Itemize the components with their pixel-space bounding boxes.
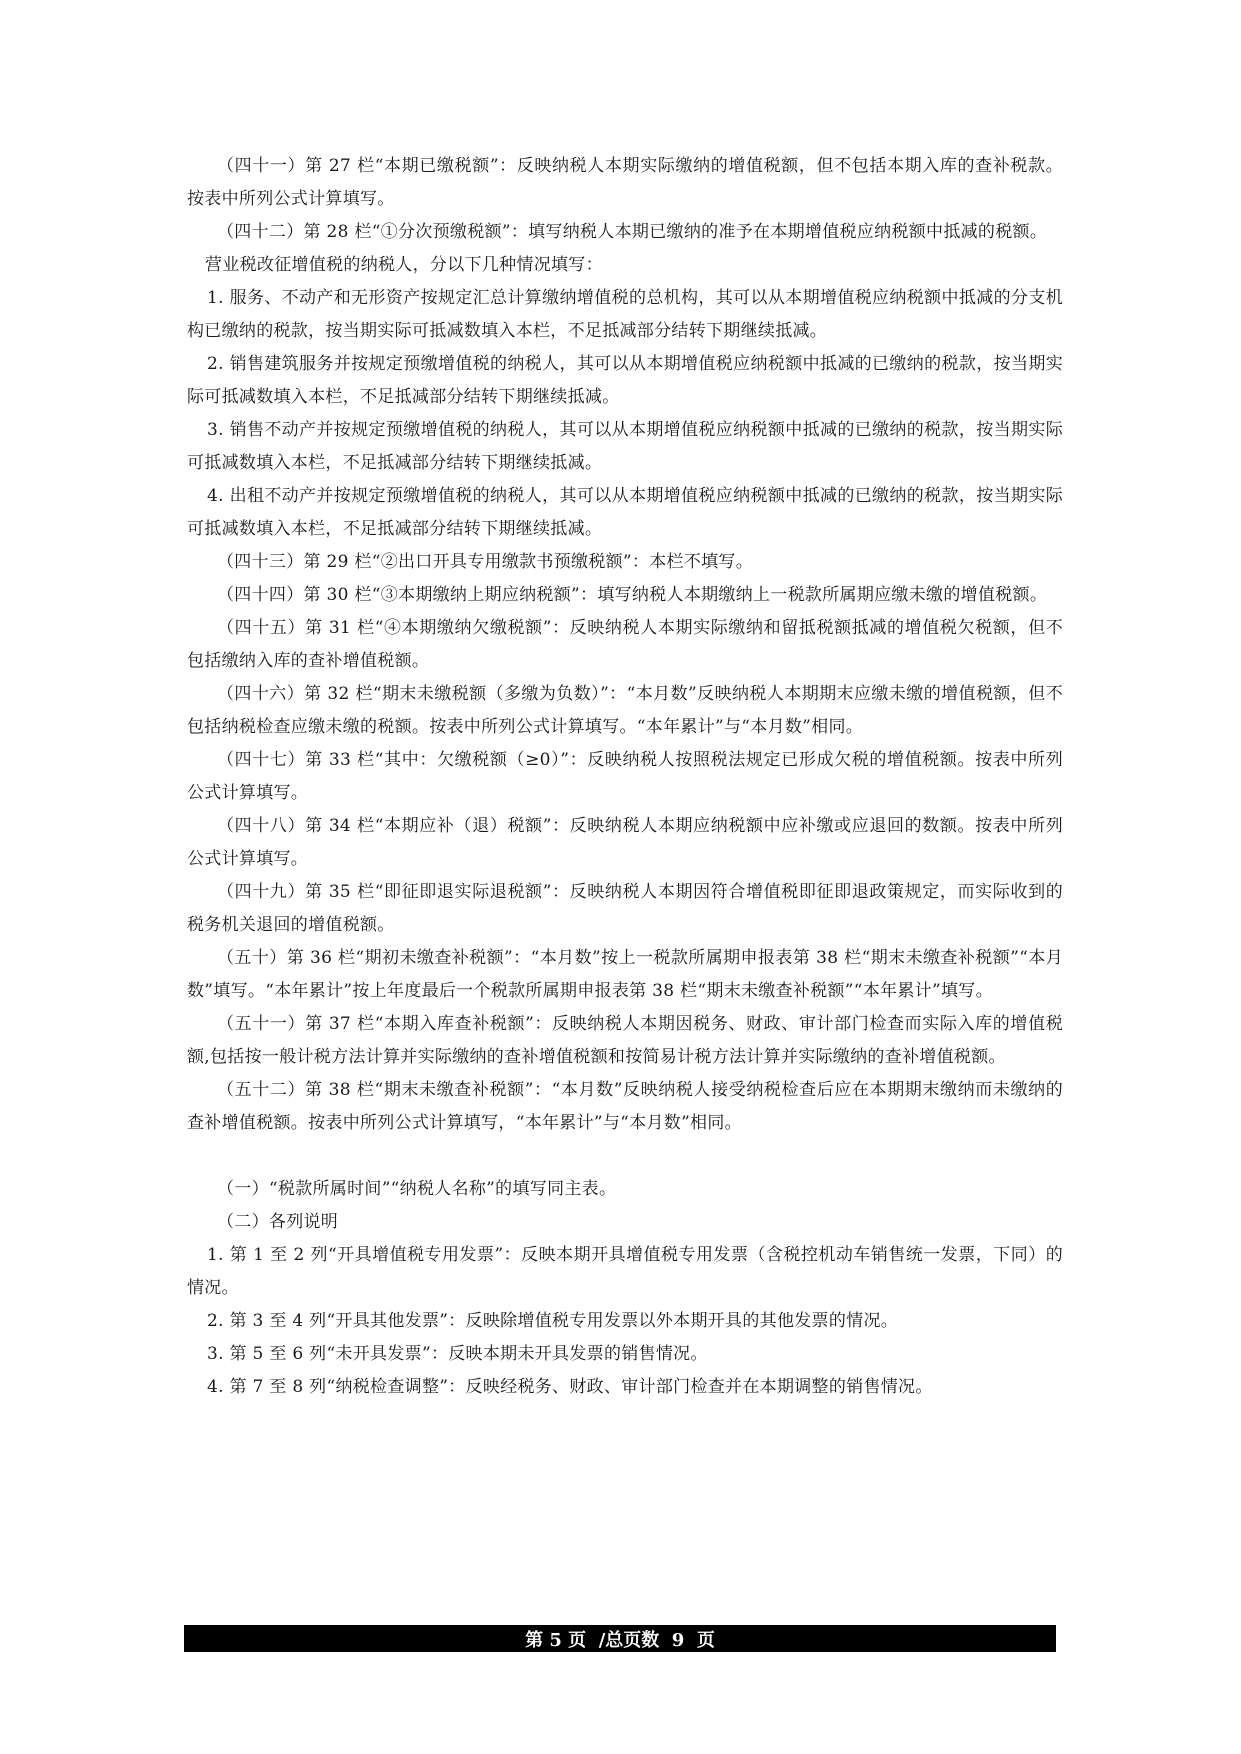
paragraph: （四十九）第 35 栏“即征即退实际退税额”：反映纳税人本期因符合增值税即征即退政策规定，而实际收到的税务机关退回的增值税额。 — [187, 882, 1063, 935]
paragraph: （二）各列说明 — [217, 1212, 339, 1232]
paragraph: 2. 第 3 至 4 列“开具其他发票”：反映除增值税专用发票以外本期开具的其他发票的情况。 — [207, 1311, 899, 1331]
section-instructions-columns — [187, 1173, 1063, 1404]
paragraph: 3. 第 5 至 6 列“未开具发票”：反映本期未开具发票的销售情况。 — [207, 1344, 708, 1364]
paragraph: （四十二）第 28 栏“①分次预缴税额”：填写纳税人本期已缴纳的准予在本期增值税应纳税额中抵减的税额。 — [217, 222, 1048, 242]
paragraph: 3. 销售不动产并按规定预缴增值税的纳税人，其可以从本期增值税应纳税额中抵减的已缴纳的税款，按当期实际可抵减数填入本栏，不足抵减部分结转下期继续抵减。 — [187, 420, 1063, 473]
section-instructions-lines — [187, 150, 1063, 1140]
paragraph: （四十一）第 27 栏“本期已缴税额”：反映纳税人本期实际缴纳的增值税额，但不包括本期入库的查补税款。按表中所列公式计算填写。 — [187, 156, 1063, 209]
document-body — [187, 150, 1063, 1404]
paragraph: 4. 出租不动产并按规定预缴增值税的纳税人，其可以从本期增值税应纳税额中抵减的已缴纳的税款，按当期实际可抵减数填入本栏，不足抵减部分结转下期继续抵减。 — [187, 486, 1063, 539]
paragraph: （四十三）第 29 栏“②出口开具专用缴款书预缴税额”：本栏不填写。 — [217, 552, 754, 572]
paragraph: 2. 销售建筑服务并按规定预缴增值税的纳税人，其可以从本期增值税应纳税额中抵减的已缴纳的税款，按当期实际可抵减数填入本栏，不足抵减部分结转下期继续抵减。 — [187, 354, 1063, 407]
paragraph: （五十）第 36 栏“期初未缴查补税额”：“本月数”按上一税款所属期申报表第 38 栏“期末未缴查补税额”“本月数”填写。“本年累计”按上年度最后一个税款所属期申报表第 38 栏“期末未缴查补税额”“本年累计”填写。 — [187, 948, 1063, 1001]
paragraph: （五十二）第 38 栏“期末未缴查补税额”：“本月数”反映纳税人接受纳税检查后应在本期期末缴纳而未缴纳的查补增值税额。按表中所列公式计算填写，“本年累计”与“本月数”相同。 — [187, 1080, 1063, 1133]
paragraph: （一）“税款所属时间”“纳税人名称”的填写同主表。 — [217, 1179, 617, 1199]
paragraph: （四十六）第 32 栏“期末未缴税额（多缴为负数）”：“本月数”反映纳税人本期期末应缴未缴的增值税额，但不包括纳税检查应缴未缴的税额。按表中所列公式计算填写。“本年累计”与“本月数”相同。 — [187, 684, 1063, 737]
paragraph: （五十一）第 37 栏“本期入库查补税额”：反映纳税人本期因税务、财政、审计部门检查而实际入库的增值税额,包括按一般计税方法计算并实际缴纳的查补增值税额和按简易计税方法计算并实际缴纳的查补增值税额。 — [187, 1014, 1063, 1067]
page-number: 第 5 页 /总页数 9 页 — [525, 1629, 715, 1651]
paragraph: （四十四）第 30 栏“③本期缴纳上期应纳税额”：填写纳税人本期缴纳上一税款所属期应缴未缴的增值税额。 — [217, 585, 1048, 605]
paragraph: 1. 第 1 至 2 列“开具增值税专用发票”：反映本期开具增值税专用发票（含税控机动车销售统一发票，下同）的情况。 — [187, 1245, 1063, 1298]
paragraph: （四十八）第 34 栏“本期应补（退）税额”：反映纳税人本期应纳税额中应补缴或应退回的数额。按表中所列公式计算填写。 — [187, 816, 1063, 869]
page-footer — [184, 1625, 1056, 1652]
paragraph: （四十五）第 31 栏“④本期缴纳欠缴税额”：反映纳税人本期实际缴纳和留抵税额抵减的增值税欠税额，但不包括缴纳入库的查补增值税额。 — [187, 618, 1063, 671]
paragraph: 4. 第 7 至 8 列“纳税检查调整”：反映经税务、财政、审计部门检查并在本期调整的销售情况。 — [207, 1377, 933, 1397]
paragraph: （四十七）第 33 栏“其中：欠缴税额（≥0）”：反映纳税人按照税法规定已形成欠税的增值税额。按表中所列公式计算填写。 — [187, 750, 1063, 803]
paragraph: 1. 服务、不动产和无形资产按规定汇总计算缴纳增值税的总机构，其可以从本期增值税应纳税额中抵减的分支机构已缴纳的税款，按当期实际可抵减数填入本栏，不足抵减部分结转下期继续抵减。 — [187, 288, 1063, 341]
section-gap — [187, 1140, 1063, 1173]
paragraph: 营业税改征增值税的纳税人，分以下几种情况填写： — [205, 255, 603, 275]
